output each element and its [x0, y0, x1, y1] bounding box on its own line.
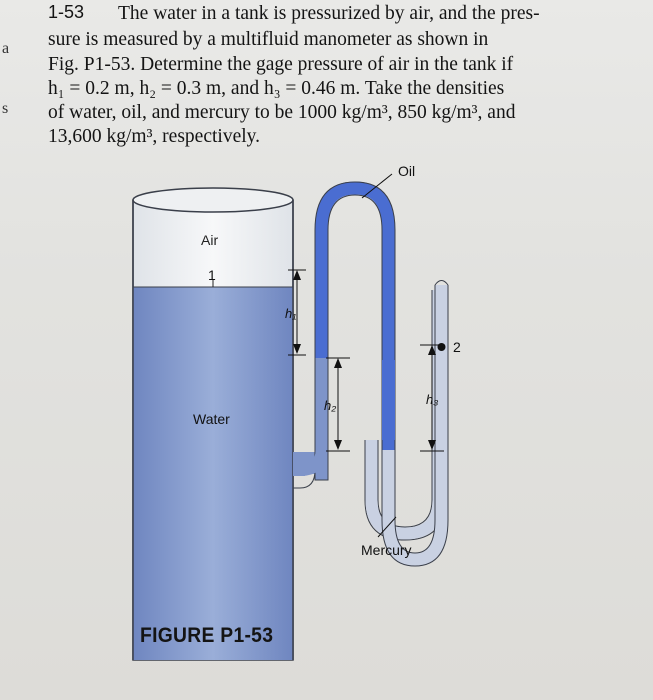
problem-line-3: Fig. P1-53. Determine the gage pressure of air in the tank if: [48, 54, 514, 75]
svg-text:h₂: h₂: [324, 398, 337, 413]
problem-line-4: h₁ = 0.2 m, h₂ = 0.3 m, and h₃ = 0.46 m. Take the densities: [48, 78, 505, 99]
problem-line-2: sure is measured by a multifluid manometer as shown in: [48, 29, 489, 50]
figure-caption: FIGURE P1-53: [140, 624, 274, 647]
problem-line-1: The water in a tank is pressurized by air, and the pres-: [118, 3, 540, 24]
problem-line-5: of water, oil, and mercury to be 1000 kg/m³, 850 kg/m³, and: [48, 102, 516, 123]
water-label: Water: [193, 411, 230, 427]
svg-text:h₁: h₁: [285, 306, 297, 321]
svg-text:1: 1: [208, 267, 216, 283]
problem-number: 1-53: [48, 2, 85, 22]
margin-mark-s: s: [2, 100, 9, 117]
problem-line-6: 13,600 kg/m³, respectively.: [48, 126, 260, 147]
svg-text:h₃: h₃: [426, 392, 439, 407]
problem-statement: [0, 0, 653, 160]
oil-label: Oil: [398, 163, 416, 179]
manometer-figure: [0, 150, 653, 700]
svg-text:2: 2: [453, 339, 461, 355]
mercury-label: Mercury: [361, 542, 412, 558]
air-label: Air: [201, 232, 219, 248]
margin-mark-a: a: [2, 40, 10, 57]
